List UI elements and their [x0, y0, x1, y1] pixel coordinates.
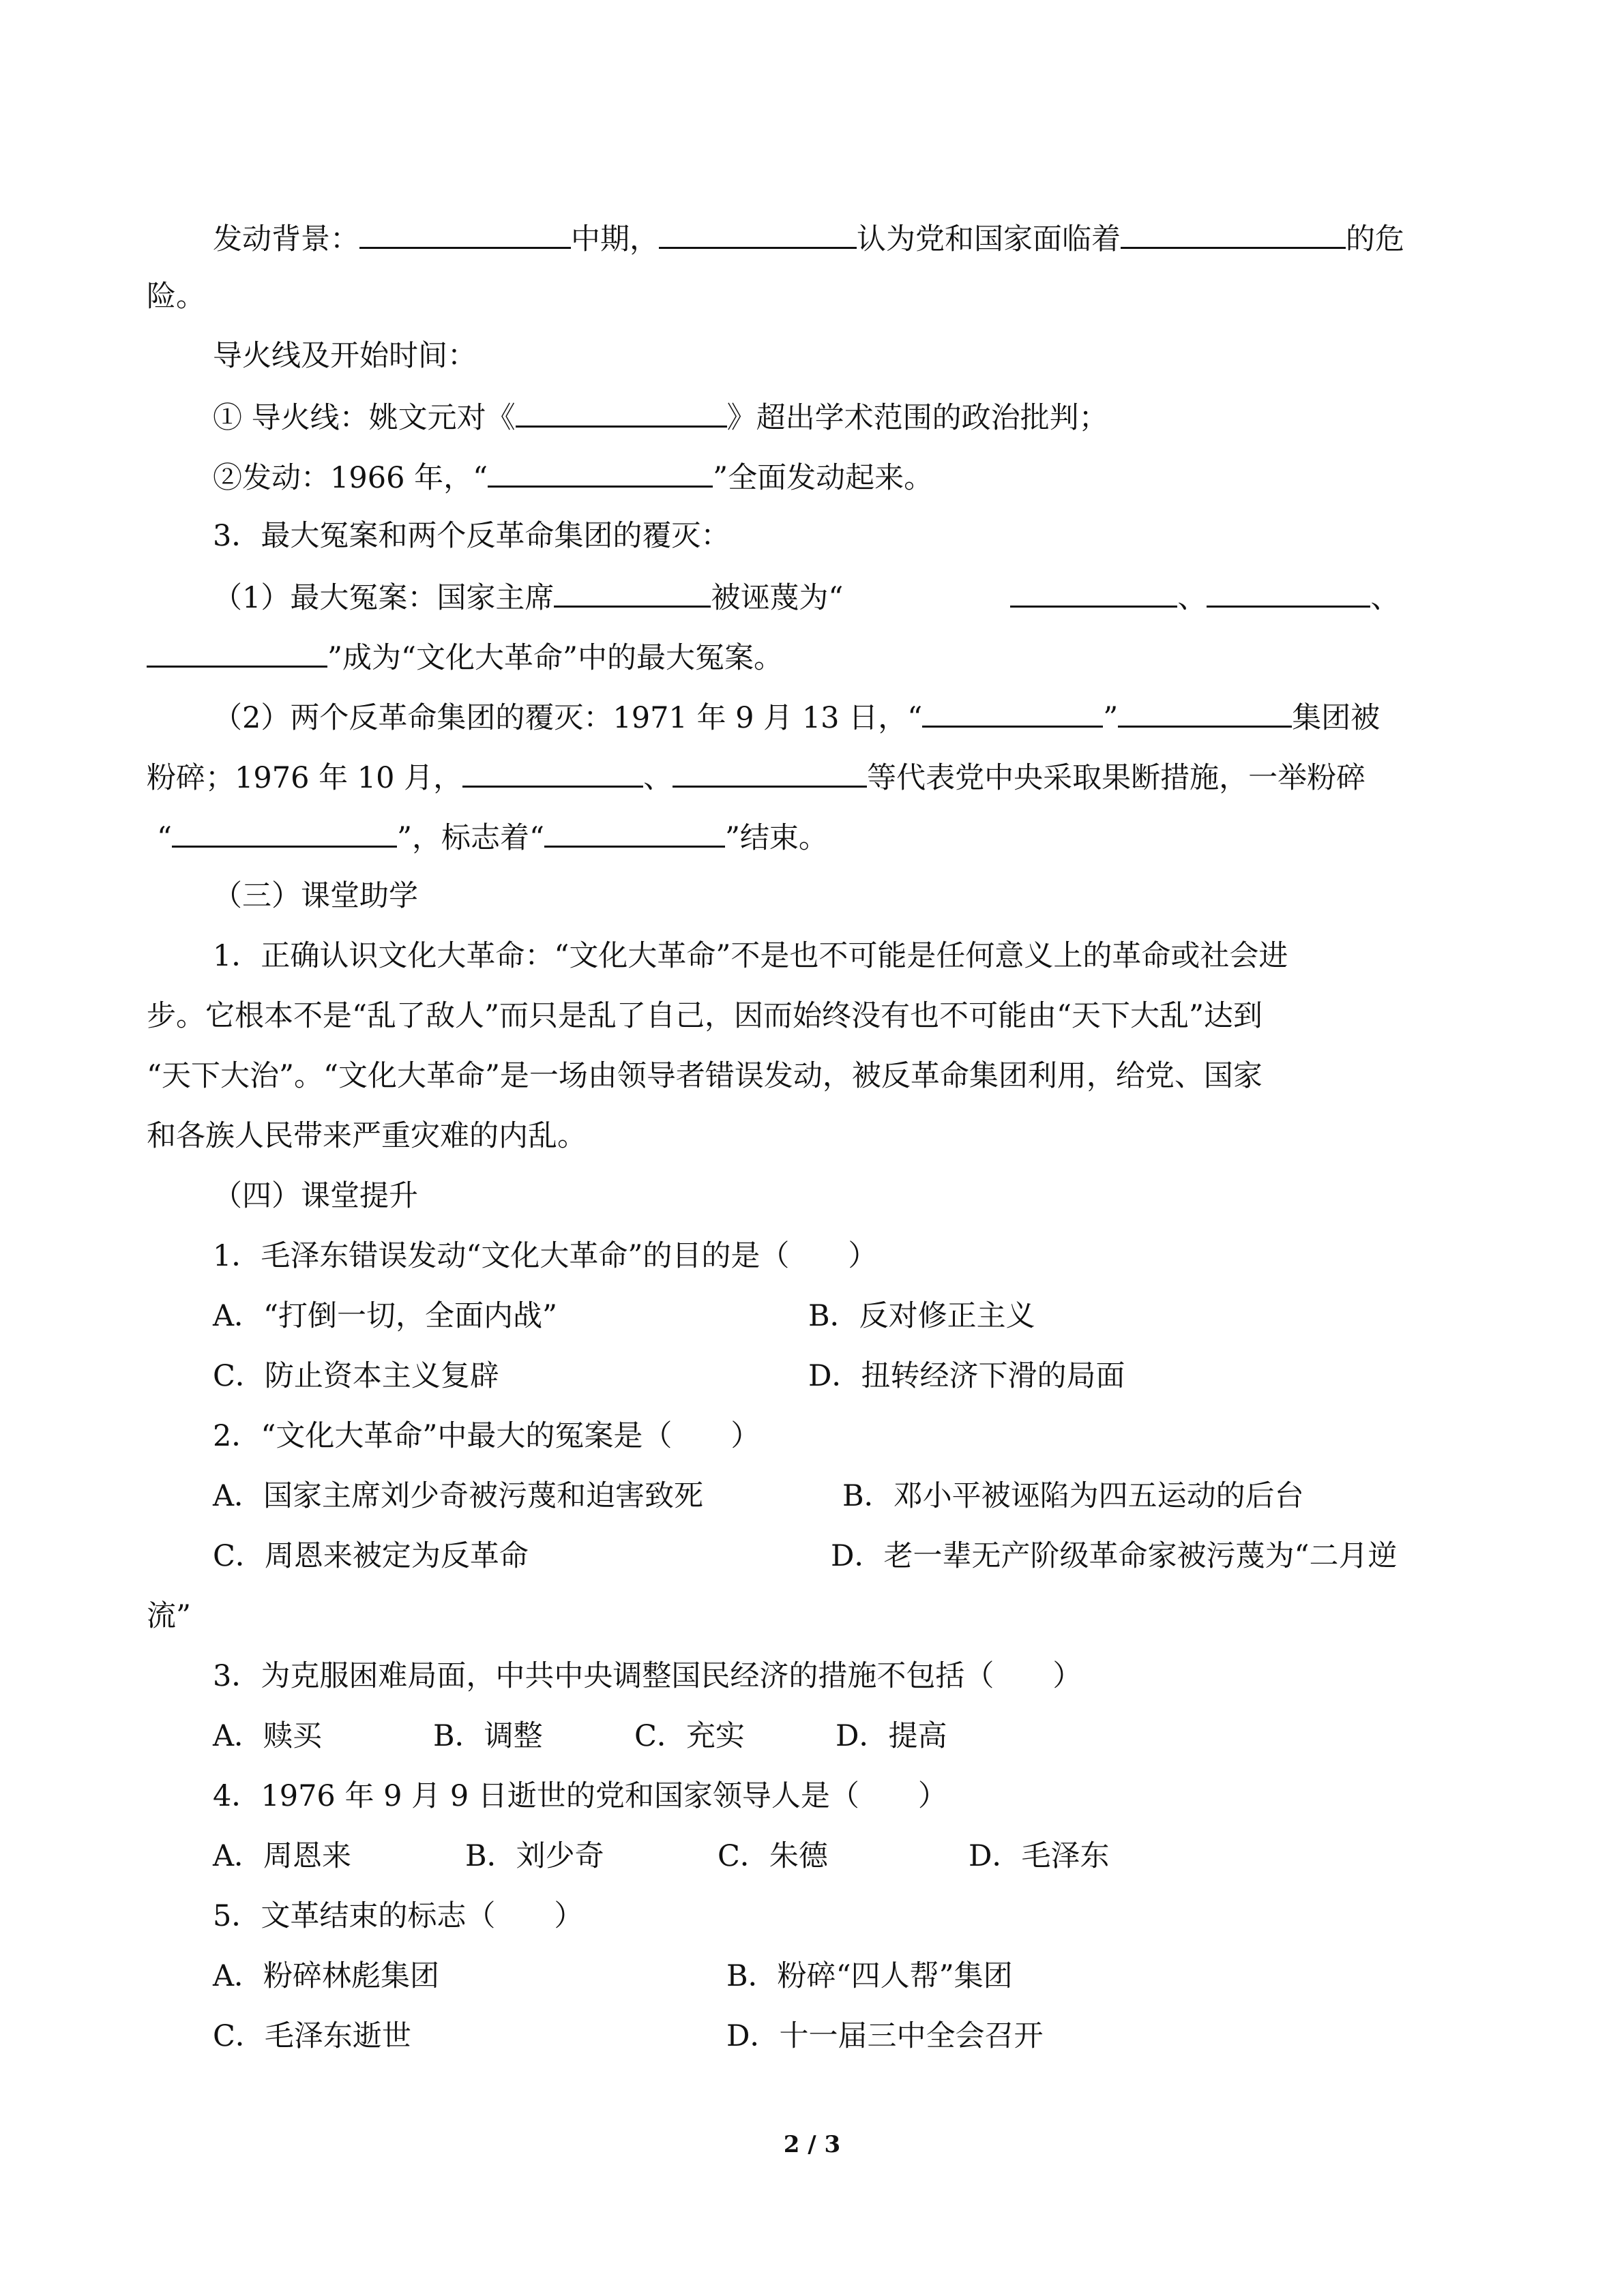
- section-3-2-line-3: [157, 816, 828, 856]
- question-1-option-b[interactable]: B．反对修正主义: [808, 1299, 1035, 1333]
- fill-blank[interactable]: [462, 756, 643, 788]
- fill-blank[interactable]: [488, 456, 713, 488]
- section-3-2-line-1: [213, 696, 1380, 736]
- text: 步。它根本不是“乱了敌人”而只是乱了自己，因而始终没有也不可能由“天下大乱”达到: [147, 999, 1263, 1033]
- fill-blank[interactable]: [922, 696, 1103, 728]
- question-2-option-d-continued: 流”: [147, 1599, 191, 1633]
- question-1: [213, 1236, 877, 1277]
- question-5-option-b[interactable]: B．粉碎“四人帮”集团: [726, 1959, 1013, 1993]
- text: 、: [643, 761, 673, 795]
- fill-blank[interactable]: [544, 816, 725, 848]
- text: 4．1976 年 9 月 9 日逝世的党和国家领导人是（ ）: [213, 1779, 947, 1813]
- question-1-option-a[interactable]: A．“打倒一切，全面内战”: [213, 1299, 558, 1333]
- text: “: [157, 821, 172, 855]
- text: （四）课堂提升: [213, 1179, 418, 1213]
- page-number: 2 / 3: [783, 2131, 841, 2158]
- fuse-line-2: [213, 456, 933, 496]
- text: 、: [1370, 581, 1400, 615]
- text: （2）两个反革命集团的覆灭：1971 年 9 月 13 日，“: [213, 701, 923, 735]
- question-2: [213, 1416, 760, 1457]
- text: 粉碎；1976 年 10 月，: [147, 761, 463, 795]
- fill-blank[interactable]: [1121, 217, 1346, 249]
- question-4-option-c[interactable]: C．朱德: [718, 1839, 828, 1873]
- text: 中期，: [571, 222, 659, 256]
- question-4-option-b[interactable]: B．刘少奇: [465, 1839, 604, 1873]
- text: 认为党和国家面临着: [857, 222, 1121, 256]
- text: 1．毛泽东错误发动“文化大革命”的目的是（ ）: [213, 1239, 878, 1273]
- text: ”全面发动起来。: [713, 461, 934, 495]
- fill-blank[interactable]: [147, 636, 327, 668]
- help-paragraph-line-1: [213, 936, 1288, 976]
- text: （1）最大冤案：国家主席: [213, 581, 555, 615]
- section-3-1-line-2: [147, 636, 783, 676]
- text: 》超出学术范围的政治批判；: [726, 401, 1108, 435]
- help-paragraph-line-2: [147, 996, 1263, 1037]
- question-4-option-d[interactable]: D．毛泽东: [969, 1839, 1110, 1873]
- question-5: [213, 1896, 583, 1937]
- text: ”结束。: [724, 821, 828, 855]
- question-3-option-d[interactable]: D．提高: [836, 1719, 947, 1753]
- question-2-option-a[interactable]: A．国家主席刘少奇被污蔑和迫害致死: [213, 1479, 704, 1513]
- text: 发动背景：: [213, 222, 359, 256]
- section-3-heading: [213, 516, 730, 556]
- section-3-1-line-1: [213, 576, 1400, 616]
- question-5-option-d[interactable]: D．十一届三中全会召开: [726, 2019, 1044, 2053]
- fill-blank[interactable]: [1118, 696, 1292, 728]
- background-line-2: [147, 276, 205, 317]
- text: 5．文革结束的标志（ ）: [213, 1899, 584, 1933]
- text: ②发动：1966 年，“: [213, 461, 488, 495]
- fill-blank[interactable]: [1010, 576, 1177, 608]
- question-3-option-b[interactable]: B．调整: [433, 1719, 543, 1753]
- help-paragraph-line-4: [147, 1116, 587, 1157]
- text: （三）课堂助学: [213, 879, 418, 913]
- question-3-option-a[interactable]: A．赎买: [213, 1719, 323, 1753]
- section-3-2-line-2: [147, 756, 1365, 796]
- fuse-title: [213, 336, 477, 376]
- fill-blank[interactable]: [673, 756, 867, 788]
- background-line-1: [213, 217, 1404, 258]
- section-heading-practice: [213, 1176, 418, 1217]
- fuse-line-1: [213, 396, 1108, 436]
- question-5-option-c[interactable]: C．毛泽东逝世: [213, 2019, 411, 2053]
- text: ”，标志着“: [396, 821, 544, 855]
- question-4: [213, 1776, 947, 1817]
- question-2-option-c[interactable]: C．周恩来被定为反革命: [213, 1539, 529, 1573]
- text: 1．正确认识文化大革命：“文化大革命”不是也不可能是任何意义上的革命或社会进: [213, 939, 1288, 973]
- text: 的危: [1346, 222, 1404, 256]
- text: 等代表党中央采取果断措施，一举粉碎: [867, 761, 1366, 795]
- text: ① 导火线：姚文元对《: [213, 401, 516, 435]
- section-heading-help: [213, 876, 418, 916]
- question-3-option-c[interactable]: C．充实: [634, 1719, 745, 1753]
- question-2-option-d[interactable]: D．老一辈无产阶级革命家被污蔑为“二月逆: [831, 1539, 1398, 1573]
- text: ”成为“文化大革命”中的最大冤案。: [327, 641, 783, 675]
- fill-blank[interactable]: [1207, 576, 1370, 608]
- text: 被诬蔑为“: [711, 581, 844, 615]
- question-3: [213, 1656, 1082, 1697]
- help-paragraph-line-3: [147, 1056, 1263, 1097]
- text: “天下大治”。“文化大革命”是一场由领导者错误发动，被反革命集团利用，给党、国家: [147, 1059, 1263, 1093]
- text: ”: [1103, 701, 1119, 735]
- text: 和各族人民带来严重灾难的内乱。: [147, 1119, 587, 1153]
- question-2-option-b[interactable]: B．邓小平被诬陷为四五运动的后台: [842, 1479, 1304, 1513]
- fill-blank[interactable]: [172, 816, 397, 848]
- question-4-option-a[interactable]: A．周恩来: [213, 1839, 352, 1873]
- fill-blank[interactable]: [359, 217, 571, 249]
- text: 3．为克服困难局面，中共中央调整国民经济的措施不包括（ ）: [213, 1659, 1082, 1693]
- question-5-option-a[interactable]: A．粉碎林彪集团: [213, 1959, 440, 1993]
- fill-blank[interactable]: [659, 217, 857, 249]
- question-1-option-d[interactable]: D．扭转经济下滑的局面: [808, 1359, 1125, 1393]
- text: 2．“文化大革命”中最大的冤案是（ ）: [213, 1419, 761, 1453]
- text: 3．最大冤案和两个反革命集团的覆灭：: [213, 519, 730, 553]
- question-1-option-c[interactable]: C．防止资本主义复辟: [213, 1359, 499, 1393]
- text: 集团被: [1292, 701, 1381, 735]
- fill-blank[interactable]: [516, 396, 727, 428]
- text: 险。: [147, 280, 205, 314]
- text: 导火线及开始时间：: [213, 339, 477, 373]
- fill-blank[interactable]: [554, 576, 711, 608]
- text: 、: [1177, 581, 1207, 615]
